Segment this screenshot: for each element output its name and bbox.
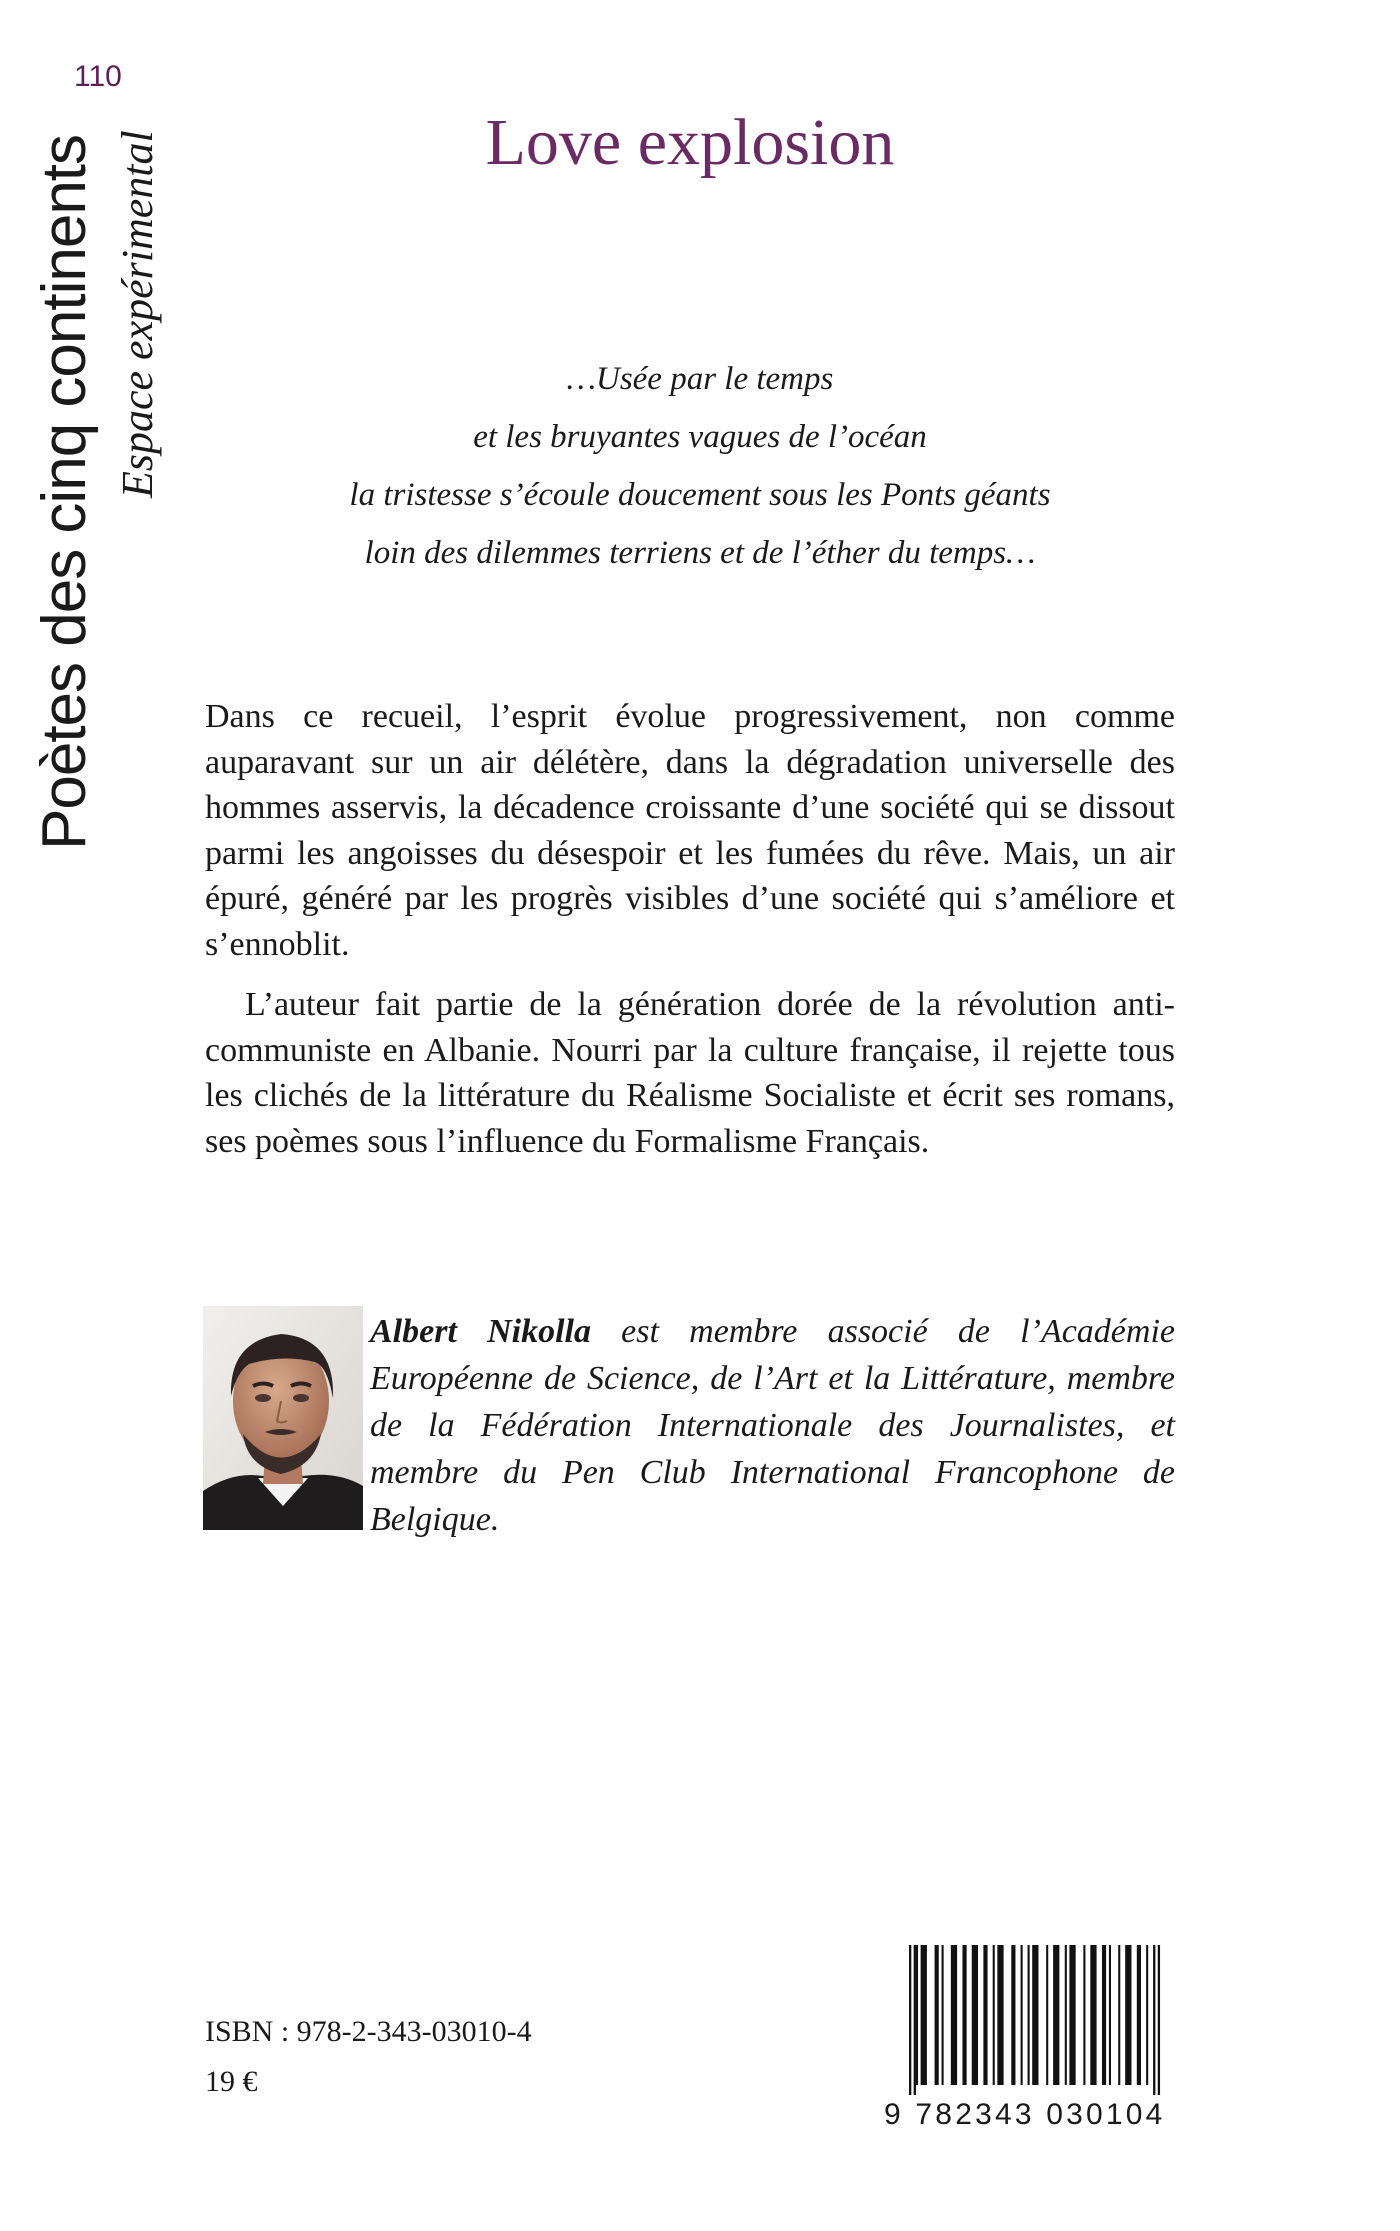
- book-title: Love explosion: [485, 106, 895, 179]
- poem-excerpt: [200, 350, 1200, 582]
- poem-line: …Usée par le temps: [566, 361, 834, 397]
- series-subtitle: Espace expérimental: [113, 130, 162, 498]
- price: 19 €: [205, 2065, 258, 2098]
- description-paragraph: Dans ce recueil, l’esprit évolue progressivement, non comme auparavant sur un air délétère, dans la dégradation universelle des hommes asservis, la décadence croissante d’une société qui se dissout parmi les angoisses du désespoir et les fumées du rêve. Mais, un air épuré, généré par les progrès visibles d’une société qui s’améliore et s’ennoblit.: [205, 698, 1175, 963]
- book-description: [205, 694, 1175, 1179]
- series-spine-label: [30, 130, 160, 850]
- author-photo: [203, 1306, 363, 1530]
- author-portrait-image: [203, 1306, 363, 1530]
- isbn: ISBN : 978-2-343-03010-4: [205, 2015, 532, 2048]
- author-name: Albert Nikolla: [370, 1313, 591, 1350]
- poem-line: la tristesse s’écoule doucement sous les Ponts géants: [349, 477, 1051, 513]
- poem-line: et les bruyantes vagues de l’océan: [473, 419, 927, 455]
- barcode-digits: 9 782343 030104: [884, 2098, 1166, 2131]
- author-bio-text: est membre associé de l’Académie Européenne de Science, de l’Art et la Littérature, membre de la Fédération Internationale des Journalistes, et membre du Pen Club International Francophone de Belgique.: [370, 1313, 1175, 1538]
- author-bio: [370, 1308, 1175, 1543]
- series-title: Poètes des cinq continents: [30, 134, 99, 850]
- poem-line: loin des dilemmes terriens et de l’éther du temps…: [364, 535, 1036, 571]
- description-paragraph: L’auteur fait partie de la génération dorée de la révolution anti-communiste en Albanie. Nourri par la culture française, il rejette tous les clichés de la littérature du Réalisme Socialiste et écrit ses romans, ses poèmes sous l’influence du Formalisme Français.: [205, 986, 1175, 1160]
- series-number: 110: [74, 60, 122, 93]
